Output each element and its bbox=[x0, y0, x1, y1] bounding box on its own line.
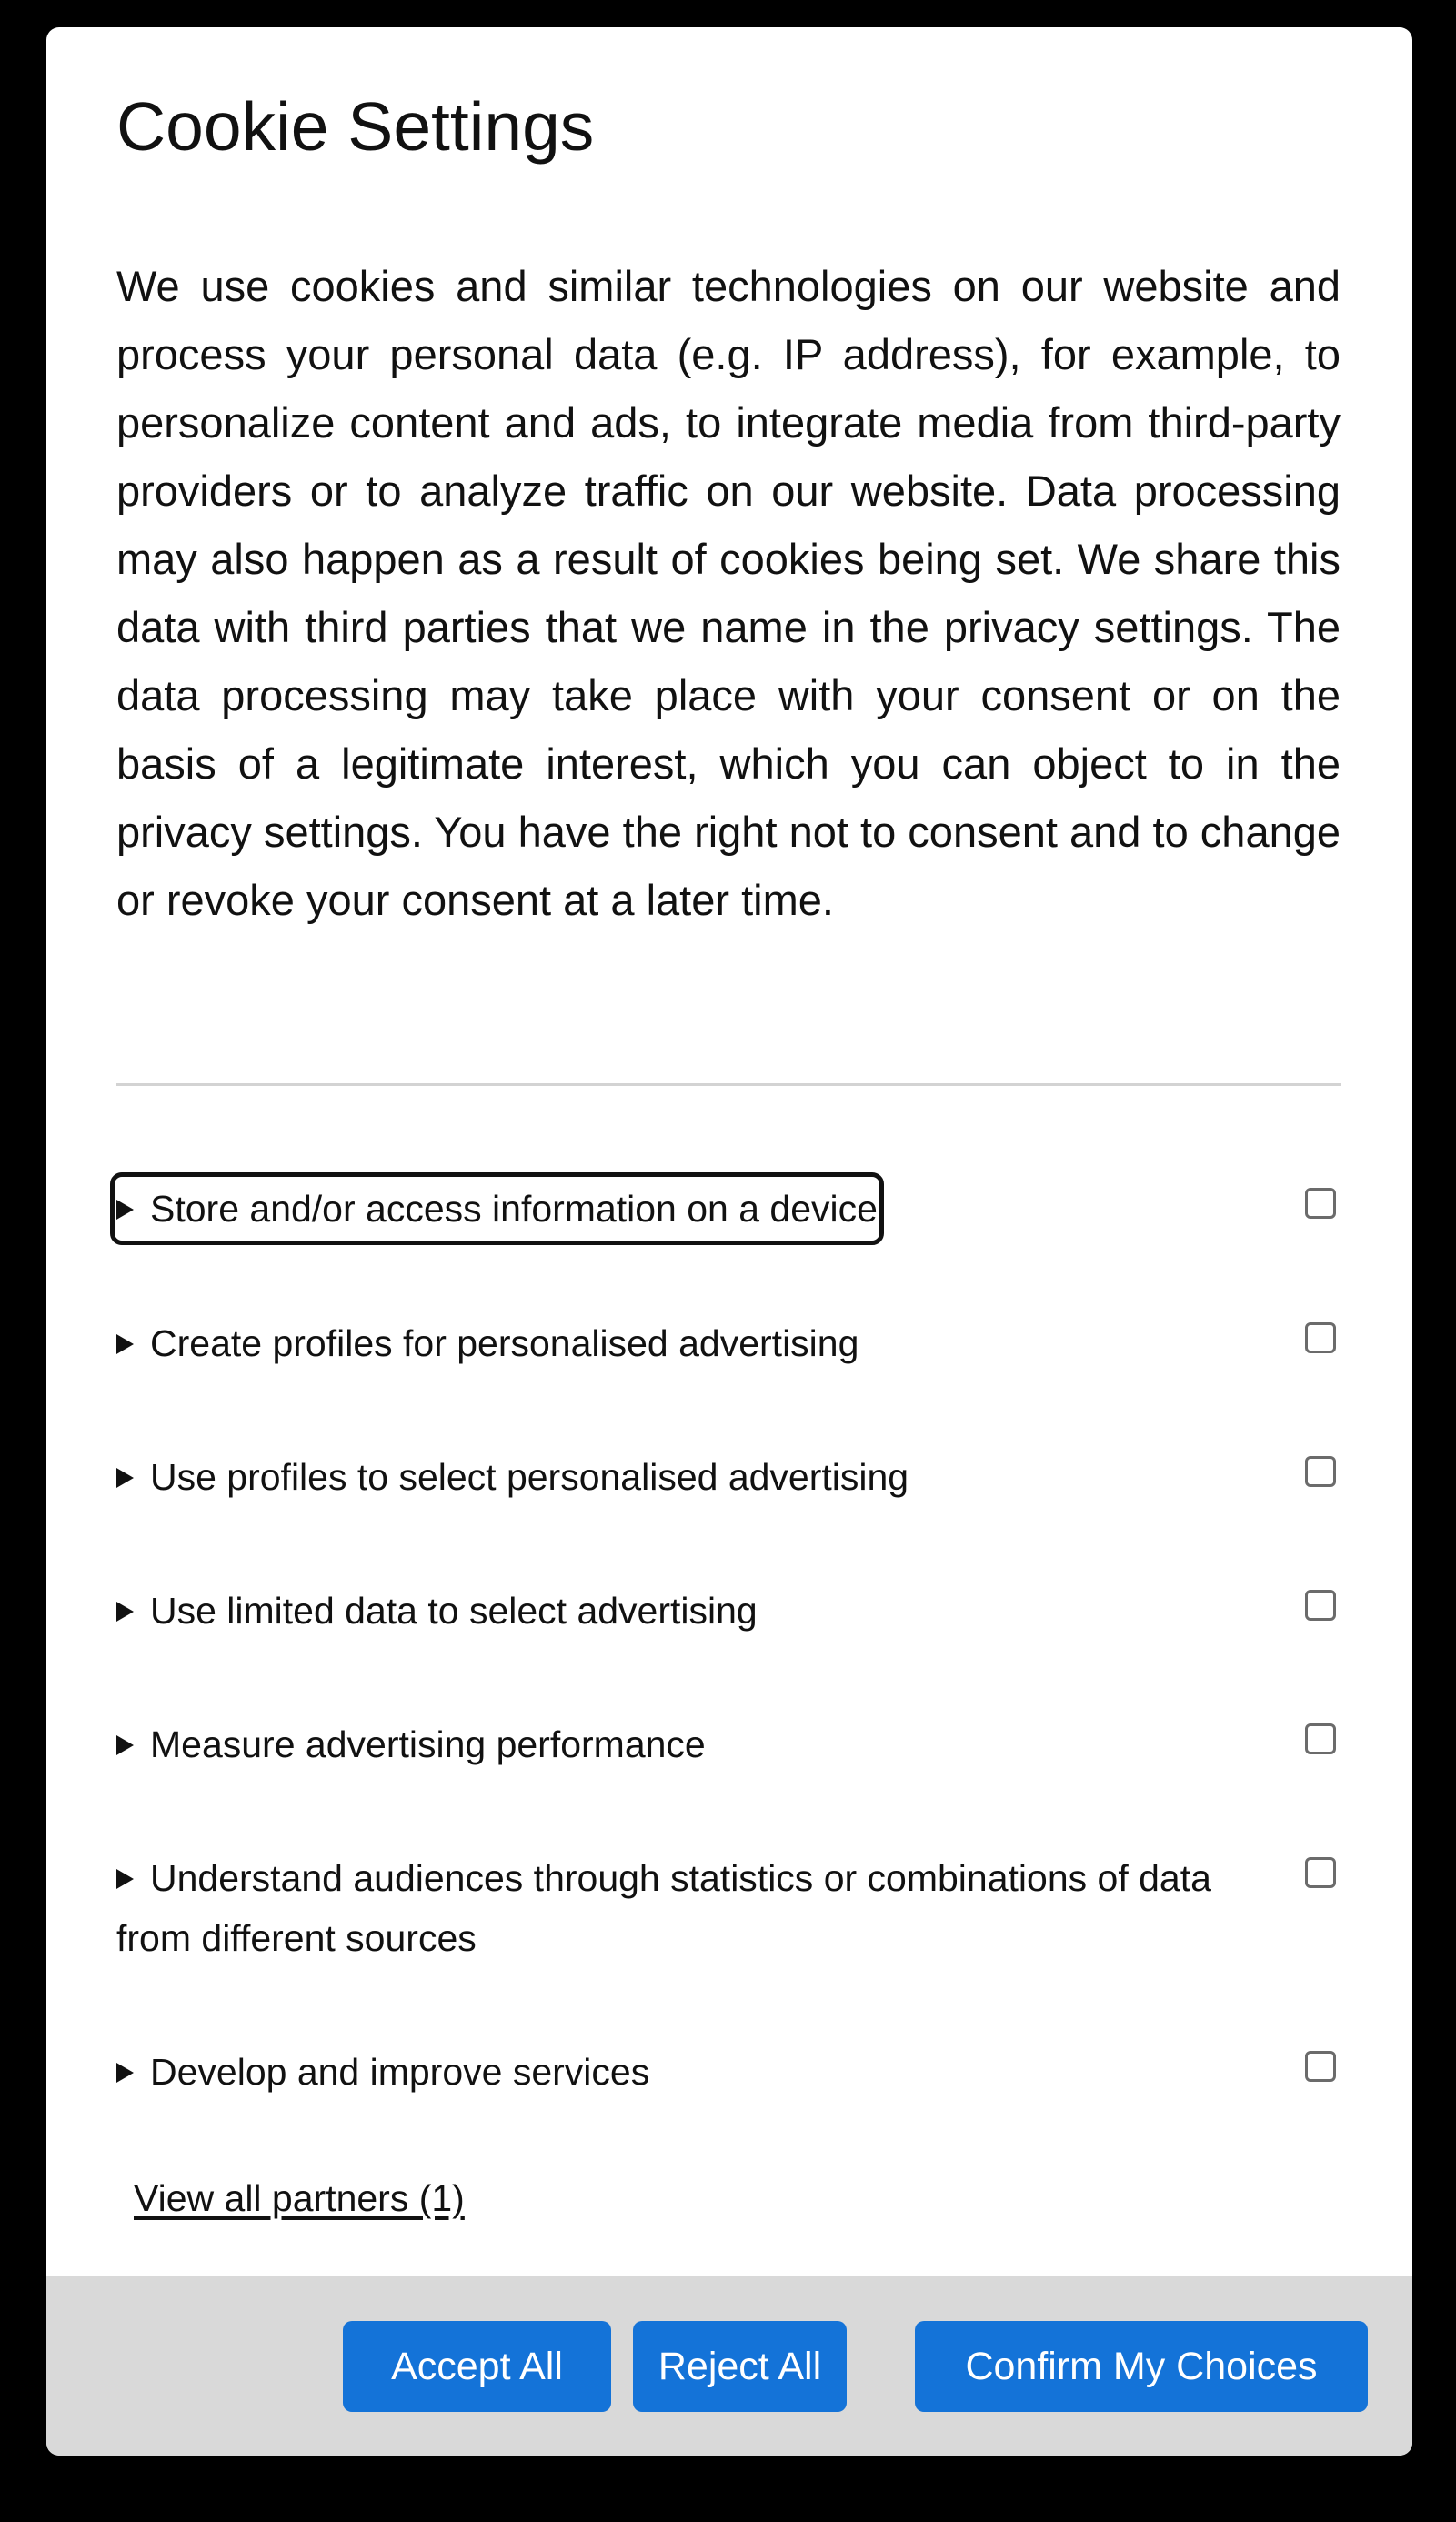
cookie-settings-dialog bbox=[46, 27, 1412, 2456]
purpose-label: Develop and improve services bbox=[150, 2051, 650, 2093]
purpose-item-create-profiles bbox=[116, 1313, 1341, 1373]
purpose-checkbox-limited-data[interactable] bbox=[1305, 1590, 1336, 1621]
purpose-toggle-understand-audiences[interactable] bbox=[116, 1848, 1235, 1968]
accept-all-button[interactable]: Accept All bbox=[343, 2321, 611, 2412]
purpose-label: Use profiles to select personalised advertising bbox=[150, 1456, 909, 1498]
confirm-my-choices-button[interactable]: Confirm My Choices bbox=[915, 2321, 1368, 2412]
purpose-toggle-develop-services[interactable] bbox=[116, 2042, 1235, 2102]
purpose-checkbox-understand-audiences[interactable] bbox=[1305, 1857, 1336, 1888]
purpose-checkbox-create-profiles[interactable] bbox=[1305, 1322, 1336, 1353]
purpose-checkbox-measure-performance[interactable] bbox=[1305, 1723, 1336, 1754]
purpose-toggle-use-profiles[interactable] bbox=[116, 1447, 1235, 1507]
triangle-right-icon bbox=[116, 1334, 134, 1354]
purpose-label: Create profiles for personalised advertising bbox=[150, 1322, 859, 1364]
purpose-label: Measure advertising performance bbox=[150, 1723, 706, 1765]
divider bbox=[116, 1083, 1341, 1086]
view-all-partners-link[interactable]: View all partners (1) bbox=[134, 2177, 465, 2219]
purpose-label: Understand audiences through statistics or combinations of data from different sources bbox=[116, 1857, 1211, 1959]
purpose-toggle-measure-performance[interactable] bbox=[116, 1714, 1235, 1774]
purpose-toggle-store-access[interactable] bbox=[116, 1179, 878, 1239]
purpose-item-store-access bbox=[116, 1179, 1341, 1239]
triangle-right-icon bbox=[116, 1602, 134, 1622]
dialog-description: We use cookies and similar technologies on our website and process your personal data (e.g. IP address), for example, to personalize content and ads, to integrate media from third-party providers or to analyze traffic on our website. Data processing may also happen as a result of cookies being set. We share this data with third parties that we name in the privacy settings. The data processing may take place with your consent or on the basis of a legitimate interest, which you can object to in the privacy settings. You have the right not to consent and to change or revoke your consent at a later time. bbox=[116, 262, 1341, 924]
triangle-right-icon bbox=[116, 1735, 134, 1755]
purpose-label: Store and/or access information on a device bbox=[150, 1188, 878, 1230]
purpose-item-use-profiles bbox=[116, 1447, 1341, 1507]
purpose-item-limited-data bbox=[116, 1581, 1341, 1641]
purpose-item-develop-services bbox=[116, 2042, 1341, 2102]
purpose-toggle-limited-data[interactable] bbox=[116, 1581, 1235, 1641]
reject-all-button[interactable]: Reject All bbox=[633, 2321, 847, 2412]
purpose-toggle-create-profiles[interactable] bbox=[116, 1313, 1235, 1373]
triangle-right-icon bbox=[116, 1200, 134, 1220]
triangle-right-icon bbox=[116, 1468, 134, 1488]
purpose-item-understand-audiences bbox=[116, 1848, 1341, 1968]
triangle-right-icon bbox=[116, 2063, 134, 2083]
dialog-footer bbox=[46, 2276, 1412, 2456]
triangle-right-icon bbox=[116, 1869, 134, 1889]
purpose-item-measure-performance bbox=[116, 1714, 1341, 1774]
purpose-checkbox-store-access[interactable] bbox=[1305, 1188, 1336, 1219]
purpose-checkbox-use-profiles[interactable] bbox=[1305, 1456, 1336, 1487]
purpose-checkbox-develop-services[interactable] bbox=[1305, 2051, 1336, 2082]
dialog-title: Cookie Settings bbox=[116, 88, 595, 165]
purpose-label: Use limited data to select advertising bbox=[150, 1590, 758, 1632]
